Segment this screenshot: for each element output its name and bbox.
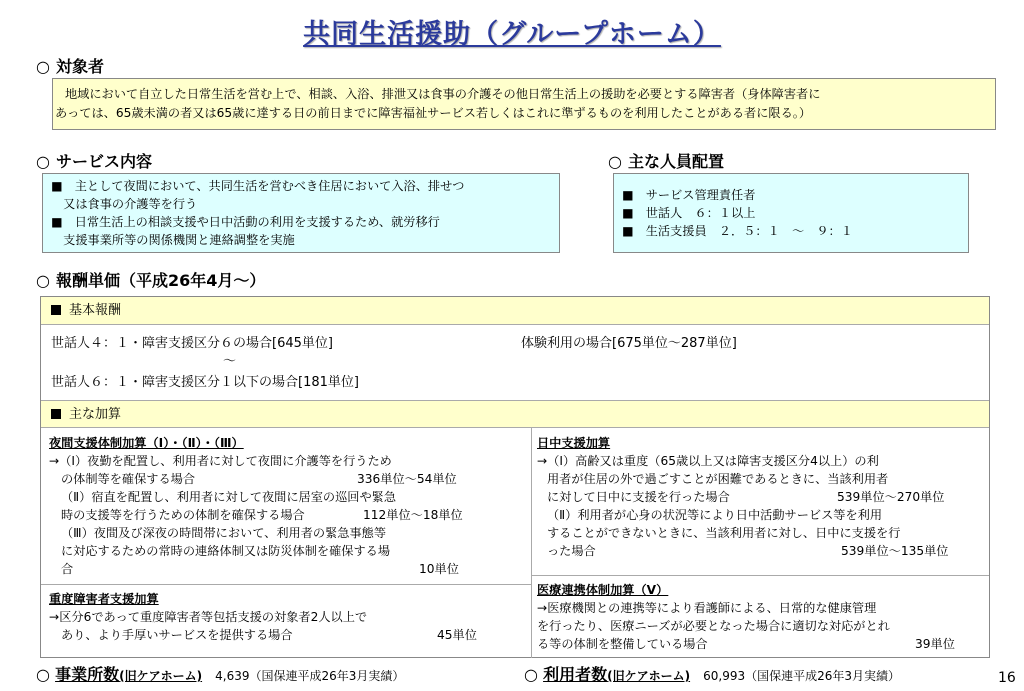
service-box <box>42 173 560 253</box>
service-line: 支援事業所等の関係機関と連絡調整を実施 <box>51 233 295 247</box>
target-heading: ○ 対象者 <box>36 57 104 76</box>
day-support-line: することができないときに、当該利用者に対し、日中に支援を行 <box>547 526 901 540</box>
medical-line: →医療機関との連携等により看護師による、日常的な健康管理 <box>537 601 877 615</box>
staff-line: ■ サービス管理責任者 <box>622 188 756 202</box>
trial-fee: 体験利用の場合[675単位～287単位] <box>521 336 737 351</box>
page-title: 共同生活援助（グループホーム） <box>303 19 721 50</box>
night-support-value: 10単位 <box>419 562 459 576</box>
day-support-title: 日中支援加算 <box>537 436 611 450</box>
day-support-line: った場合 <box>547 544 596 558</box>
night-support-line: 時の支援等を行うための体制を確保する場合 <box>61 508 305 522</box>
basic-fee-line-2: 世話人６：１・障害支援区分１以下の場合[181単位] <box>51 375 359 390</box>
users-note: (旧ケアホーム) <box>607 669 691 683</box>
medical-line: を行ったり、医療ニーズが必要となった場合に適切な対応がとれ <box>537 619 890 633</box>
circle-bullet-icon: ○ <box>36 665 50 684</box>
offices-note: (旧ケアホーム) <box>119 669 203 683</box>
day-support-line: →（Ⅰ）高齢又は重度（65歳以上又は障害支援区分4以上）の利 <box>537 454 879 468</box>
page-number: 16 <box>998 670 1016 686</box>
night-support-line: 合 <box>61 562 74 576</box>
addition-header: 主な加算 <box>41 400 989 428</box>
night-support-title: 夜間支援体制加算（Ⅰ）・（Ⅱ）・（Ⅲ） <box>49 436 244 450</box>
offices-value: 4,639（国保連平成26年3月実績） <box>215 669 405 683</box>
circle-bullet-icon: ○ <box>36 57 50 76</box>
target-box <box>52 78 996 130</box>
staff-heading: ○ 主な人員配置 <box>608 152 724 171</box>
medical-title: 医療連携体制加算（Ⅴ） <box>537 583 669 597</box>
severe-support-line: →区分6であって重度障害者等包括支援の対象者2人以上で <box>49 610 368 624</box>
staff-box <box>613 173 969 253</box>
circle-bullet-icon: ○ <box>608 152 622 171</box>
users-value: 60,993（国保連平成26年3月実績） <box>703 669 901 683</box>
fee-heading: ○ 報酬単価（平成26年4月～） <box>36 271 266 290</box>
square-bullet-icon <box>51 305 61 315</box>
medical-value: 39単位 <box>915 637 955 651</box>
day-support-value: 539単位～135単位 <box>841 544 949 558</box>
day-support-line: に対して日中に支援を行った場合 <box>547 490 730 504</box>
staff-line: ■ 生活支援員 ２．５：１ ～ ９：１ <box>622 224 853 238</box>
day-support-line: 用者が住居の外で過ごすことが困難であるときに、当該利用者 <box>547 472 889 486</box>
service-heading: ○ サービス内容 <box>36 152 152 171</box>
night-support-line: →（Ⅰ）夜勤を配置し、利用者に対して夜間に介護等を行うため <box>49 454 392 468</box>
service-line: 又は食事の介護等を行う <box>51 197 198 211</box>
service-line: ■ 主として夜間において、共同生活を営むべき住居において入浴、排せつ <box>51 179 465 193</box>
night-support-line: （Ⅱ）宿直を配置し、利用者に対して夜間に居室の巡回や緊急 <box>61 490 397 504</box>
row-divider-right <box>531 575 989 576</box>
basic-fee-line-1: 世話人４：１・障害支援区分６の場合[645単位] <box>51 336 333 351</box>
circle-bullet-icon: ○ <box>36 271 50 290</box>
target-line-2: あっては、65歳未満の者又は65歳に達する日の前日までに障害福祉サービス若しくはこれに準ずるものを利用したことがある者に限る。） <box>55 106 812 120</box>
circle-bullet-icon: ○ <box>36 152 50 171</box>
staff-line: ■ 世話人 ６：１以上 <box>622 206 756 220</box>
medical-line: る等の体制を整備している場合 <box>537 637 708 651</box>
severe-support-line: あり、より手厚いサービスを提供する場合 <box>61 628 293 642</box>
target-line-1: 地域において自立した日常生活を営む上で、相談、入浴、排泄又は食事の介護その他日常生活上の援助を必要とする障害者（身体障害者に <box>65 87 821 101</box>
offices-label: 事業所数 <box>55 665 120 684</box>
severe-support-title: 重度障害者支援加算 <box>49 592 159 606</box>
square-bullet-icon <box>51 409 61 419</box>
basic-fee-tilde: ～ <box>223 354 237 369</box>
night-support-line: （Ⅲ）夜間及び深夜の時間帯において、利用者の緊急事態等 <box>61 526 387 540</box>
users-stat <box>524 662 900 685</box>
night-support-value: 336単位～54単位 <box>357 472 457 486</box>
offices-stat <box>36 662 404 685</box>
row-divider-left <box>41 584 531 585</box>
day-support-value: 539単位～270単位 <box>837 490 945 504</box>
circle-bullet-icon: ○ <box>524 665 538 684</box>
night-support-line: に対応するための常時の連絡体制又は防災体制を確保する場 <box>61 544 391 558</box>
fee-panel <box>40 296 990 658</box>
severe-support-value: 45単位 <box>437 628 477 642</box>
basic-fee-header: 基本報酬 <box>41 297 989 325</box>
day-support-line: （Ⅱ）利用者が心身の状況等により日中活動サービス等を利用 <box>547 508 883 522</box>
service-line: ■ 日常生活上の相談支援や日中活動の利用を支援するため、就労移行 <box>51 215 440 229</box>
night-support-line: の体制等を確保する場合 <box>61 472 196 486</box>
night-support-value: 112単位～18単位 <box>363 508 463 522</box>
column-divider <box>531 428 532 658</box>
users-label: 利用者数 <box>543 665 608 684</box>
